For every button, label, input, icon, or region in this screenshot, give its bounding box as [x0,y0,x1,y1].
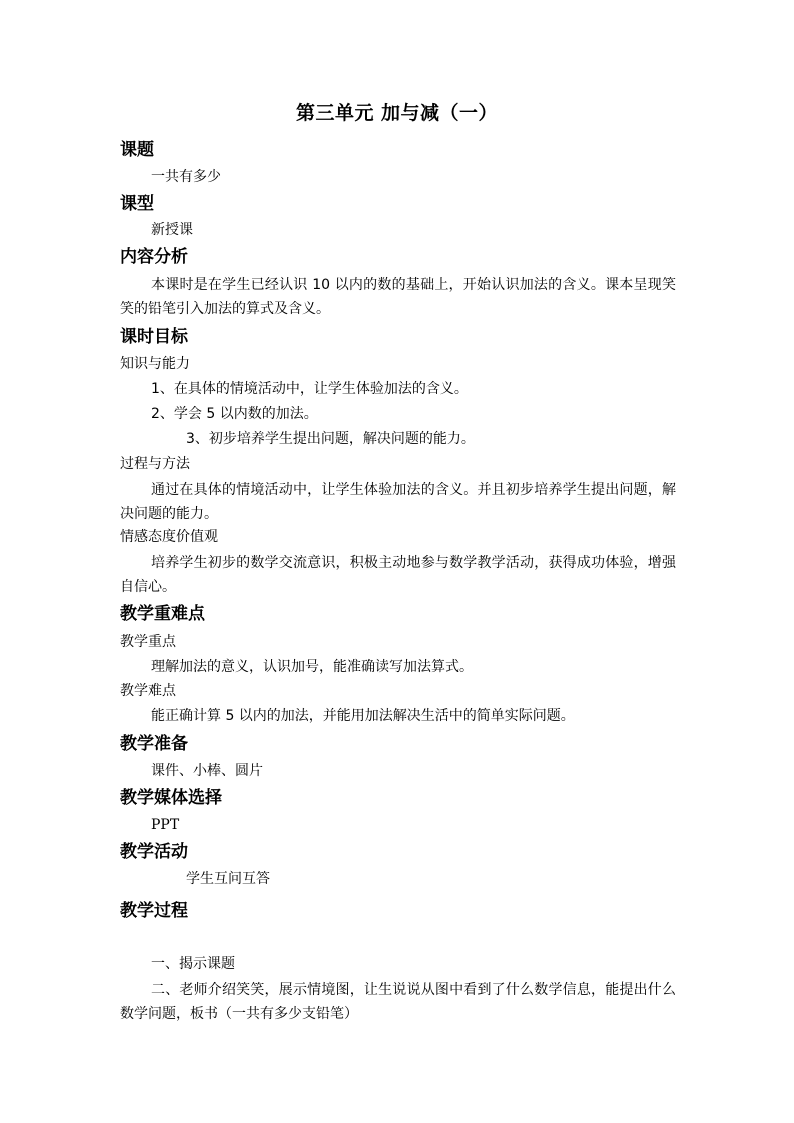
emotion-paragraph: 培养学生初步的数学交流意识，积极主动地参与数学教学活动，获得成功体验，增强自信心。 [120,555,676,595]
media-text: PPT [151,817,180,833]
activity-text: 学生互问互答 [186,871,270,887]
heading-key: 教学重点 [120,634,176,650]
heading-procedure: 教学过程 [120,901,188,921]
document-title: 第三单元 加与减（一） [295,102,499,124]
heading-lesson-type: 课型 [120,194,154,214]
heading-process: 过程与方法 [120,456,190,472]
prep-text: 课件、小棒、圆片 [151,763,263,779]
procedure-step: 一、揭示课题 [151,956,235,972]
heading-activity: 教学活动 [120,842,188,862]
heading-difficult: 教学难点 [120,683,176,699]
key-text: 理解加法的意义，认识加号，能准确读写加法算式。 [151,659,473,675]
knowledge-item: 3、初步培养学生提出问题，解决问题的能力。 [186,431,475,447]
topic-text: 一共有多少 [151,169,221,185]
heading-knowledge: 知识与能力 [120,356,190,372]
heading-analysis: 内容分析 [120,247,188,267]
heading-emotion: 情感态度价值观 [120,529,218,545]
lesson-type-text: 新授课 [151,222,193,238]
analysis-paragraph: 本课时是在学生已经认识 10 以内的数的基础上，开始认识加法的含义。课本呈现笑笑的铅笔引入加法的算式及含义。 [120,277,676,317]
procedure-step: 二、老师介绍笑笑，展示情境图，让生说说从图中看到了什么数学信息，能提出什么数学问题，板书（一共有多少支铅笔） [120,982,676,1022]
heading-media: 教学媒体选择 [120,788,222,808]
heading-key-difficult: 教学重难点 [120,604,205,624]
process-paragraph: 通过在具体的情境活动中，让学生体验加法的含义。并且初步培养学生提出问题，解决问题的能力。 [120,482,676,522]
difficult-text: 能正确计算 5 以内的加法，并能用加法解决生活中的简单实际问题。 [151,708,575,724]
knowledge-item: 2、学会 5 以内数的加法。 [151,406,318,422]
heading-goals: 课时目标 [120,327,188,347]
knowledge-item: 1、在具体的情境活动中，让学生体验加法的含义。 [151,381,468,397]
heading-topic: 课题 [120,140,154,160]
heading-prep: 教学准备 [120,734,188,754]
